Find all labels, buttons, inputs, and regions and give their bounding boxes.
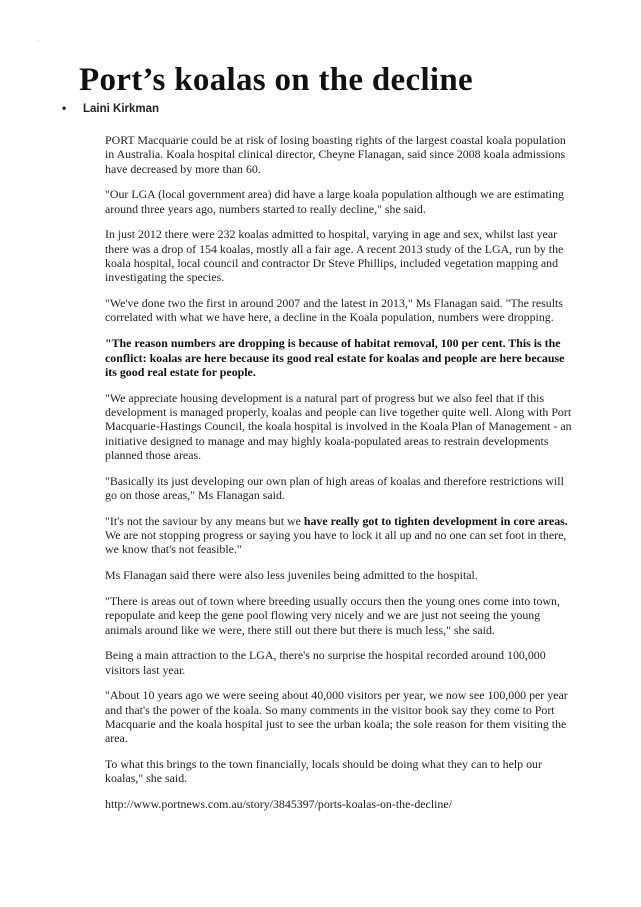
bullet-icon: • bbox=[62, 101, 67, 115]
paragraph-1: PORT Macquarie could be at risk of losing boasting rights of the largest coastal koala population in Australia. Koala hospital clinical director, Cheyne Flanagan, said since 2008 koala admissions have decreased by more than 60. bbox=[105, 133, 566, 176]
paragraph-12: "About 10 years ago we were seeing about 40,000 visitors per year, we now see 100,000 per year and that's the power of the koala. So many comments in the visitor book say they come to Port Macquarie and the koala hospital just to see the urban koala; the sole reason for them visiting the area. bbox=[105, 688, 568, 746]
paragraph-10: "There is areas out of town where breeding usually occurs then the young ones come into town, repopulate and keep the gene pool flowing very nicely and we are just not seeing the young animals around like we were, there still out there but there is much less," she said. bbox=[105, 593, 560, 637]
article-body bbox=[105, 133, 577, 823]
scan-speck bbox=[38, 40, 39, 41]
paragraph-3: In just 2012 there were 232 koalas admitted to hospital, varying in age and sex, whilst last year there was a drop of 154 koalas, mostly all a fair age. A recent 2013 study of the LGA, run by the koala hospital, local council and contractor Dr Steve Phillips, included vegetation mapping and investigating the species. bbox=[105, 227, 564, 285]
paragraph-11: Being a main attraction to the LGA, there's no surprise the hospital recorded around 100,000 visitors last year. bbox=[105, 648, 546, 677]
paragraph-8-end: We are not stopping progress or saying you have to lock it all up and no one can set foot in there, we know that's not feasible." bbox=[105, 528, 567, 557]
author-name: Laini Kirkman bbox=[83, 103, 160, 115]
paragraph-6: "We appreciate housing development is a natural part of progress but we also feel that if this development is managed properly, koalas and people can live together quite well. Along with Port Macquarie-Hastings Council, the koala hospital is involved in the Koala Plan of Management - an initiative designed to manage and may highly koala-populated areas to restrain developments planned those areas. bbox=[105, 390, 572, 462]
paragraph-13: To what this brings to the town financially, locals should be doing what they can to help our koalas," she said. bbox=[105, 757, 542, 786]
paragraph-4: "We've done two the first in around 2007 and the latest in 2013," Ms Flanagan said. "The results correlated with what we have here, a decline in the Koala population, numbers were dropping. bbox=[105, 296, 563, 325]
paragraph-8 bbox=[105, 514, 577, 557]
paragraph-8-emphasis: have really got to tighten development in core areas. bbox=[303, 513, 568, 528]
paragraph-5-bold-quote: "The reason numbers are dropping is because of habitat removal, 100 per cent. This is the conflict: koalas are here because its good real estate for koalas and people are here because its good real estate for people. bbox=[105, 336, 565, 379]
article-title: Port’s koalas on the decline bbox=[79, 62, 473, 98]
paragraph-2: "Our LGA (local government area) did have a large koala population although we are estimating around three years ago, numbers started to really decline," she said. bbox=[105, 187, 564, 216]
byline bbox=[62, 101, 159, 115]
source-url: http://www.portnews.com.au/story/3845397/ports-koalas-on-the-decline/ bbox=[105, 797, 452, 812]
paragraph-9: Ms Flanagan said there were also less juveniles being admitted to the hospital. bbox=[105, 568, 478, 583]
paragraph-8-start: "It's not the saviour by any means but we bbox=[105, 513, 304, 528]
paragraph-7: "Basically its just developing our own plan of high areas of koalas and therefore restrictions will go on those areas," Ms Flanagan said. bbox=[105, 473, 564, 502]
